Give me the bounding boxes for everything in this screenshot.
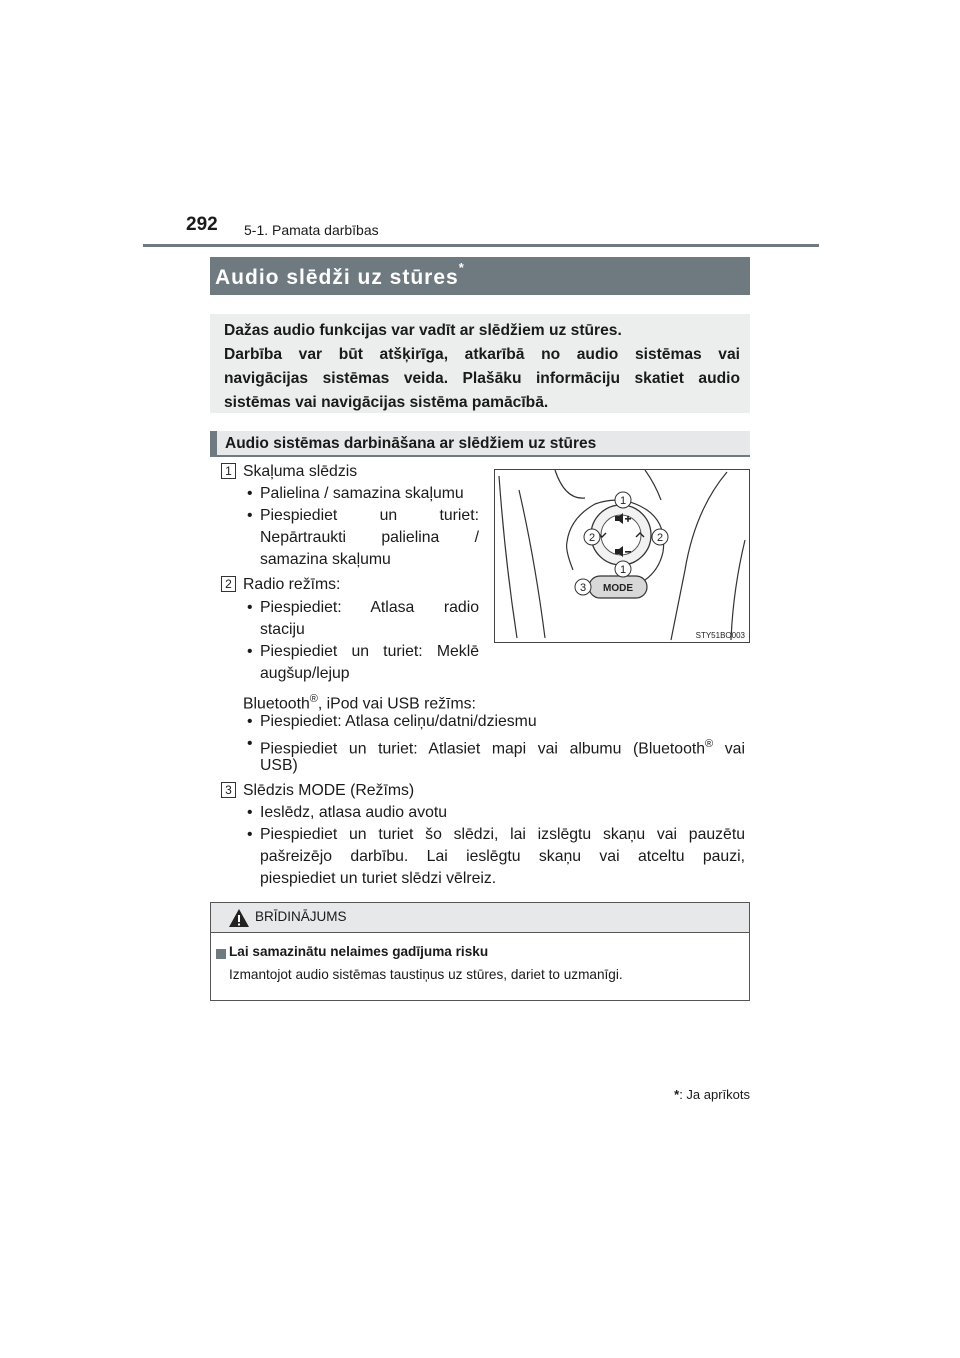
registered-mark: ® xyxy=(309,693,318,705)
item1-title: Skaļuma slēdzis xyxy=(243,463,358,480)
warning-box xyxy=(210,902,750,1001)
bullet: • xyxy=(247,599,253,616)
section-title: 5-1. Pamata darbības xyxy=(244,222,379,238)
item3-bullet2-line1: Piespiediet un turiet šo slēdzi, lai izslēgtu skaņu vai pauzētu xyxy=(260,826,745,843)
intro-line: Darbība var būt atšķirīga, atkarībā no audio sistēmas vai xyxy=(224,346,740,363)
bullet: • xyxy=(247,735,253,752)
item2-bullet4-line2: USB) xyxy=(260,757,298,774)
item2-title: Radio režīms: xyxy=(243,576,341,593)
footnote-text: : Ja aprīkots xyxy=(679,1087,750,1102)
intro-line: sistēmas vai navigācijas sistēma pamācībā. xyxy=(224,394,549,411)
page-number: 292 xyxy=(186,214,218,235)
item1-bullet2-line2: Nepārtraukti palielina / xyxy=(260,529,479,546)
header-rule xyxy=(143,244,819,247)
item2-bullet2-line1: Piespiediet un turiet: Meklē xyxy=(260,643,479,660)
page-title xyxy=(210,257,750,295)
item-number-3: 3 xyxy=(221,782,236,798)
figure-code: STY51BO003 xyxy=(695,631,745,640)
warning-title: Lai samazinātu nelaimes gadījuma risku xyxy=(229,944,489,959)
footnote-marker: * xyxy=(674,1087,680,1102)
item3-bullet2-line3: piespiediet un turiet slēdzi vēlreiz. xyxy=(260,870,497,887)
warning-header xyxy=(211,903,749,933)
callout-2-right: 2 xyxy=(656,532,664,544)
item2-bullet4-line1 xyxy=(260,733,745,760)
item2-bullet1-line1: Piespiediet: Atlasa radio xyxy=(260,599,479,616)
bluetooth-rest: , iPod vai USB režīms: xyxy=(317,695,476,713)
item2-bullet4-end: vai xyxy=(713,740,745,758)
footnote xyxy=(660,1087,750,1102)
warning-text: Izmantojot audio sistēmas taustiņus uz stūres, dariet to uzmanīgi. xyxy=(229,967,623,982)
item2-bullet2-line2: augšup/lejup xyxy=(260,665,350,682)
item1-bullet2-line1: Piespiediet un turiet: xyxy=(260,507,479,524)
intro-line: navigācijas sistēmas veida. Plašāku informāciju skatiet audio xyxy=(224,370,740,387)
steering-switch-figure xyxy=(494,469,750,643)
equipment-marker: * xyxy=(458,260,465,275)
item3-bullet2-line2: pašreizējo darbību. Lai ieslēgtu skaņu vai atceltu pauzi, xyxy=(260,848,745,865)
item3-bullet1: Ieslēdz, atlasa audio avotu xyxy=(260,804,448,821)
callout-1-top: 1 xyxy=(619,495,627,507)
bluetooth-text: Bluetooth xyxy=(243,695,310,713)
warning-heading: BRĪDINĀJUMS xyxy=(255,909,347,924)
bullet: • xyxy=(247,826,253,843)
bullet: • xyxy=(247,713,253,730)
bullet: • xyxy=(247,507,253,524)
registered-mark: ® xyxy=(705,738,714,750)
bullet: • xyxy=(247,643,253,660)
mode-button-label: MODE xyxy=(603,583,633,594)
item1-bullet2-line3: samazina skaļumu xyxy=(260,551,391,568)
subheading-accent xyxy=(210,431,217,457)
bullet: • xyxy=(247,804,253,821)
item3-title: Slēdzis MODE (Režīms) xyxy=(243,782,415,799)
item-number-1: 1 xyxy=(221,463,236,479)
item2-bullet4-text: Piespiediet un turiet: Atlasiet mapi vai albumu (Bluetooth xyxy=(260,740,706,758)
warning-bullet-square xyxy=(216,949,226,959)
item-number-2: 2 xyxy=(221,576,236,592)
intro-line: Dažas audio funkcijas var vadīt ar slēdžiem uz stūres. xyxy=(224,322,622,339)
item2-bullet1-line2: staciju xyxy=(260,621,305,638)
item2-bullet3: Piespiediet: Atlasa celiņu/datni/dziesmu xyxy=(260,713,537,730)
bullet: • xyxy=(247,485,253,502)
callout-3: 3 xyxy=(579,582,587,594)
subheading-text: Audio sistēmas darbināšana ar slēdžiem uz stūres xyxy=(225,435,597,452)
intro-box xyxy=(210,314,750,413)
warning-triangle-icon xyxy=(228,908,250,928)
item1-bullet1: Palielina / samazina skaļumu xyxy=(260,485,464,502)
callout-1-bottom: 1 xyxy=(619,564,627,576)
steering-switch-illustration xyxy=(495,470,749,642)
callout-2-left: 2 xyxy=(588,532,596,544)
subheading-bar xyxy=(210,431,750,457)
page-title-text: Audio slēdži uz stūres xyxy=(215,266,459,289)
